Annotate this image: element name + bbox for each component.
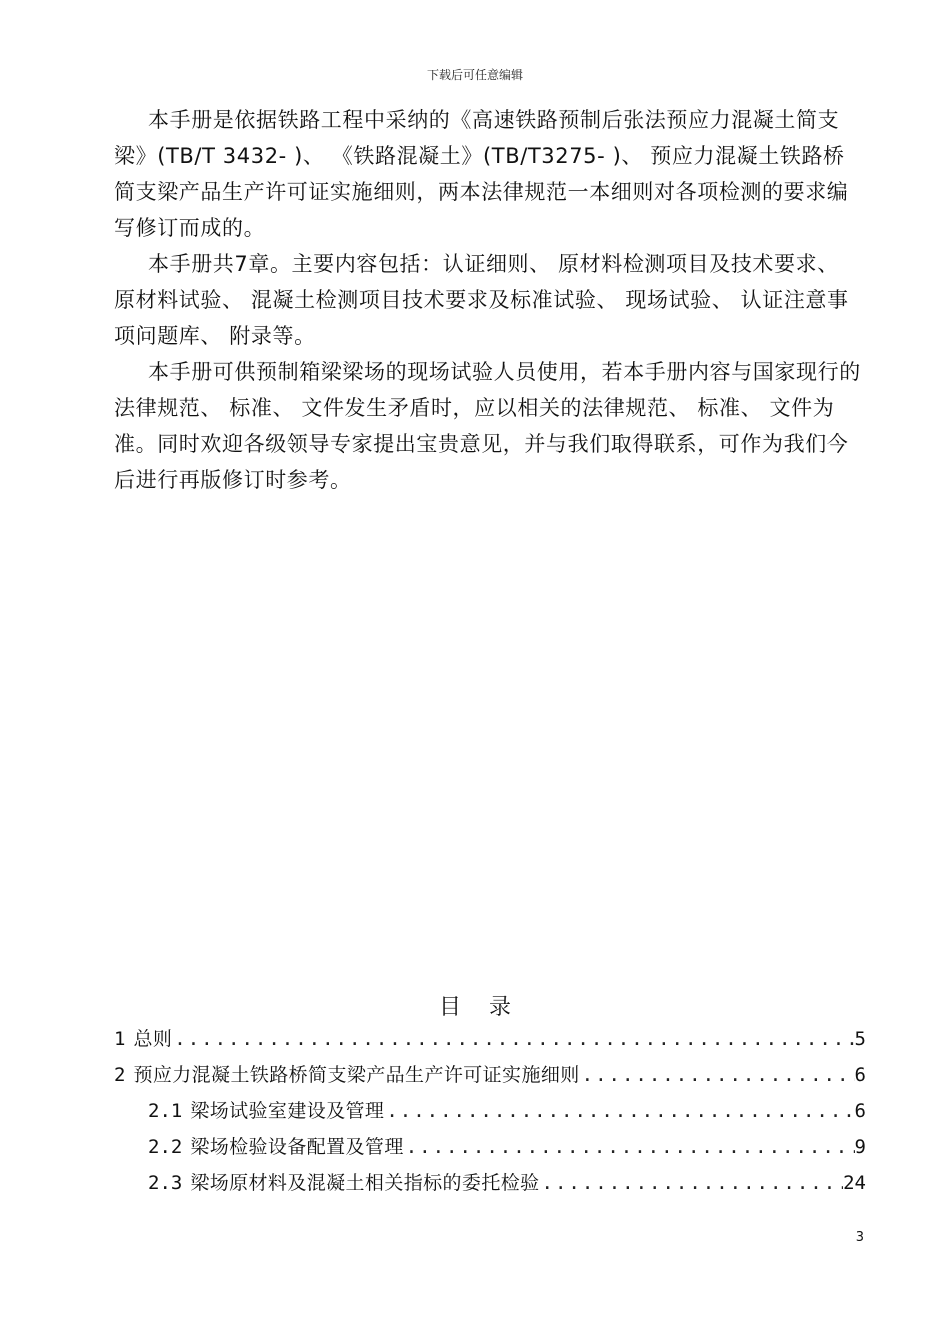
toc-entry[interactable] xyxy=(114,1132,866,1168)
toc-entry-label: 梁场试验室建设及管理 xyxy=(190,1100,385,1122)
page-number: 3 xyxy=(855,1230,864,1245)
toc-entry-number: 1 xyxy=(114,1028,126,1050)
toc-title: 目录 xyxy=(438,995,539,1020)
preface-paragraph: 本手册是依据铁路工程中采纳的《高速铁路预制后张法预应力混凝土简支 梁》(TB/T 3432- )、 《铁路混凝土》(TB/T3275- )、 预应力混凝土铁路桥简支梁产品生产许可证实施细则，两本法律规范一本细则对各项检测的要求编写修订而成的。 xyxy=(114,108,849,240)
toc-leader-dots xyxy=(172,1028,854,1050)
toc-entry-number: 2.3 xyxy=(148,1172,183,1194)
toc-entry[interactable] xyxy=(114,1096,866,1132)
toc-entry-page: 5 xyxy=(854,1028,866,1050)
header-note: 下载后可任意编辑 xyxy=(426,68,523,82)
toc-leader-dots xyxy=(580,1064,855,1086)
toc-entry-label: 总则 xyxy=(133,1028,173,1050)
toc-entry[interactable] xyxy=(114,1024,866,1060)
toc-entry-page: 9 xyxy=(854,1136,866,1158)
toc-entry-label: 梁场原材料及混凝土相关指标的委托检验 xyxy=(190,1172,540,1194)
toc-leader-dots xyxy=(404,1136,855,1158)
toc-entry-label: 梁场检验设备配置及管理 xyxy=(190,1136,404,1158)
toc-entry-page: 6 xyxy=(854,1064,866,1086)
toc-entry-number: 2.1 xyxy=(148,1100,183,1122)
toc-leader-dots xyxy=(384,1100,854,1122)
toc-leader-dots xyxy=(540,1172,844,1194)
preface-paragraph: 本手册可供预制箱梁梁场的现场试验人员使用，若本手册内容与国家现行的法律规范、 标准、 文件发生矛盾时，应以相关的法律规范、 标准、 文件为准。同时欢迎各级领导专家提出宝贵意见，并与我们取得联系，可作为我们今后进行再版修订时参考。 xyxy=(114,360,861,492)
toc-entry-page: 6 xyxy=(854,1100,866,1122)
toc-entry-label: 预应力混凝土铁路桥简支梁产品生产许可证实施细则 xyxy=(133,1064,580,1086)
toc-entry-page: 24 xyxy=(843,1172,866,1194)
toc-entry-number: 2 xyxy=(114,1064,126,1086)
toc-entry[interactable] xyxy=(114,1168,866,1204)
preface-body xyxy=(114,102,866,498)
toc-entry-number: 2.2 xyxy=(148,1136,183,1158)
table-of-contents xyxy=(114,1024,866,1204)
preface-paragraph: 本手册共7章。主要内容包括：认证细则、 原材料检测项目及技术要求、 原材料试验、 混凝土检测项目技术要求及标准试验、 现场试验、 认证注意事项问题库、 附录等。 xyxy=(114,252,849,348)
toc-entry[interactable] xyxy=(114,1060,866,1096)
